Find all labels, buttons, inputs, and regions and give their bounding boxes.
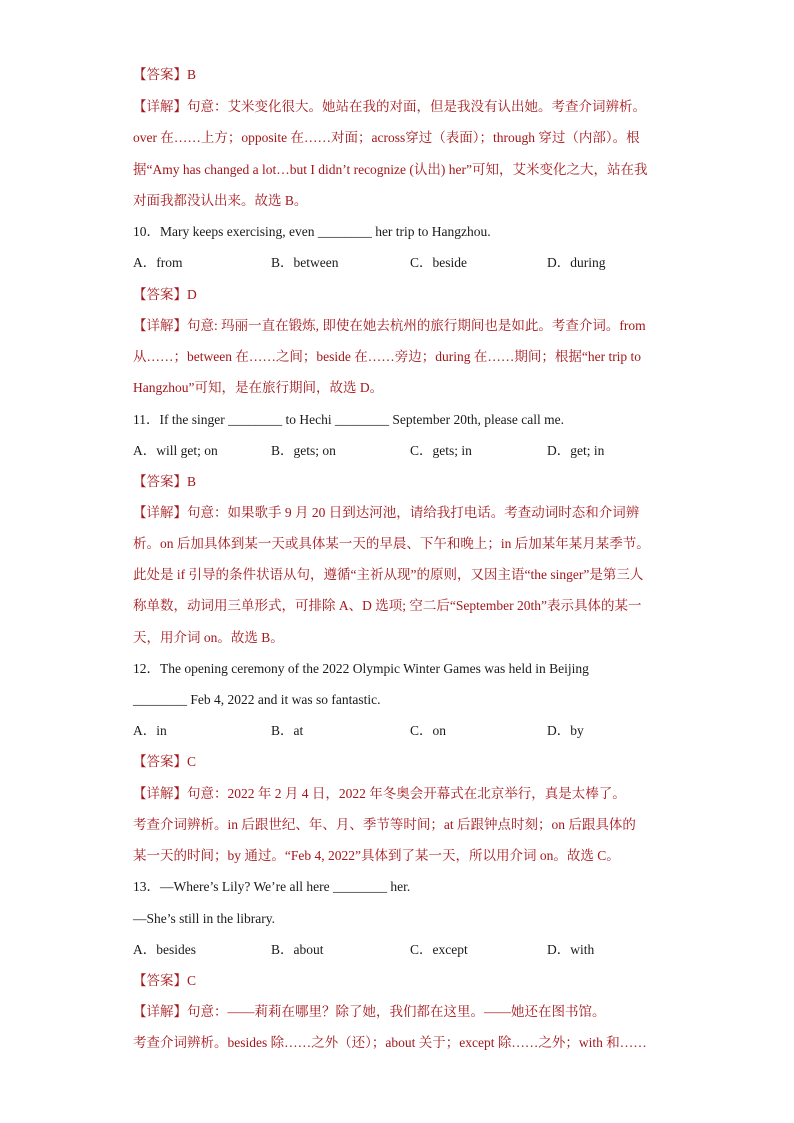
option-d: D．by: [547, 723, 584, 738]
option-b: B．at: [271, 723, 304, 738]
option-c: C．gets; in: [410, 443, 472, 458]
option-b: B．between: [271, 255, 339, 270]
text-line: —She’s still in the library.: [133, 911, 275, 926]
answer-line: 【答案】B: [133, 474, 197, 489]
option-a: A．besides: [133, 942, 196, 957]
text-line: 析。on 后加具体到某一天或具体某一天的早晨、下午和晚上；in 后加某年某月某季节。: [133, 536, 650, 551]
option-a: A．from: [133, 255, 183, 270]
answer-line: 【答案】C: [133, 754, 197, 769]
question-line: 12．The opening ceremony of the 2022 Olympic Winter Games was held in Beijing: [133, 661, 589, 676]
text-line: 考查介词辨析。besides 除……之外（还）；about 关于；except 除……之外；with 和……: [133, 1035, 647, 1050]
question-line: 10．Mary keeps exercising, even ________ her trip to Hangzhou.: [133, 224, 491, 239]
option-d: D．get; in: [547, 443, 605, 458]
question-line: 13．—Where’s Lily? We’re all here ________ her.: [133, 879, 411, 894]
option-a: A．will get; on: [133, 443, 218, 458]
option-d: D．with: [547, 942, 595, 957]
answer-line: 【答案】B: [133, 67, 197, 82]
text-line: 某一天的时间；by 通过。“Feb 4, 2022”具体到了某一天，所以用介词 on。故选 C。: [133, 848, 620, 863]
text-line: 天，用介词 on。故选 B。: [133, 630, 284, 645]
text-line: 据“Amy has changed a lot…but I didn’t recognize (认出) her”可知，艾米变化之大，站在我: [133, 162, 648, 177]
text-line: 此处是 if 引导的条件状语从句，遵循“主祈从现”的原则，又因主语“the singer”是第三人: [133, 567, 644, 582]
text-line: 从……；between 在……之间；beside 在……旁边；during 在……期间；根据“her trip to: [133, 349, 642, 364]
text-line: 称单数，动词用三单形式，可排除 A、D 选项; 空二后“September 20th”表示具体的某一: [133, 598, 642, 613]
text-line: ________ Feb 4, 2022 and it was so fantastic.: [133, 692, 381, 707]
option-b: B．gets; on: [271, 443, 336, 458]
answer-line: 【答案】D: [133, 287, 197, 302]
text-line: Hangzhou”可知，是在旅行期间，故选 D。: [133, 380, 384, 395]
explanation-line: 【详解】句意：艾米变化很大。她站在我的对面，但是我没有认出她。考查介词辨析。: [133, 99, 646, 114]
option-d: D．during: [547, 255, 606, 270]
text-line: 对面我都没认出来。故选 B。: [133, 193, 308, 208]
explanation-line: 【详解】句意：2022 年 2 月 4 日，2022 年冬奥会开幕式在北京举行，真是太棒了。: [133, 786, 626, 801]
option-c: C．beside: [410, 255, 467, 270]
text-line: 考查介词辨析。in 后跟世纪、年、月、季节等时间；at 后跟钟点时刻；on 后跟具体的: [133, 817, 636, 832]
explanation-line: 【详解】句意：如果歌手 9 月 20 日到达河池，请给我打电话。考查动词时态和介词辨: [133, 505, 640, 520]
option-c: C．except: [410, 942, 468, 957]
question-line: 11．If the singer ________ to Hechi ________ September 20th, please call me.: [133, 412, 565, 427]
explanation-line: 【详解】句意: 玛丽一直在锻炼, 即使在她去杭州的旅行期间也是如此。考查介词。from: [133, 318, 646, 333]
option-a: A．in: [133, 723, 167, 738]
option-b: B．about: [271, 942, 324, 957]
text-line: over 在……上方；opposite 在……对面；across穿过（表面）；through 穿过（内部）。根: [133, 130, 640, 145]
explanation-line: 【详解】句意：——莉莉在哪里？除了她，我们都在这里。——她还在图书馆。: [133, 1004, 606, 1019]
option-c: C．on: [410, 723, 447, 738]
answer-line: 【答案】C: [133, 973, 197, 988]
